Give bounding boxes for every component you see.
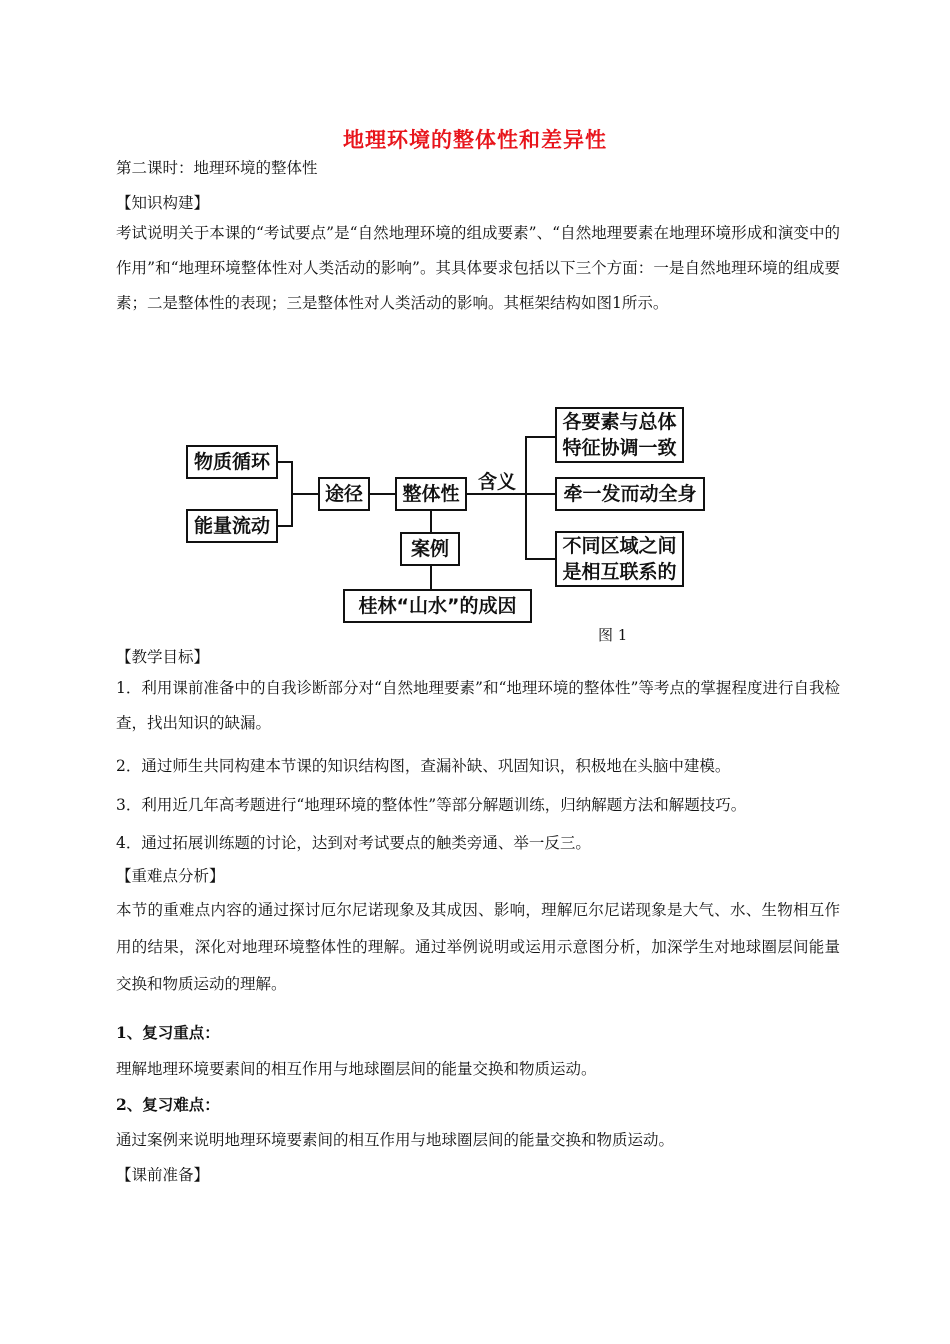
section-knowledge-heading: 【知识构建】	[116, 194, 210, 212]
goal-item: 3．利用近几年高考题进行“地理环境的整体性”等部分解题训练，归纳解题方法和解题技巧。	[116, 796, 747, 814]
meaning-regions-line1: 不同区域之间	[562, 535, 677, 557]
case-box: 案例	[400, 532, 460, 566]
connector-line	[278, 525, 292, 527]
review-key-heading: 1、复习重点：	[116, 1023, 220, 1042]
section-goals-heading: 【教学目标】	[116, 648, 210, 666]
connector-line	[370, 493, 396, 495]
meaning-label: 含义	[478, 471, 517, 493]
connector-line	[430, 566, 432, 590]
connector-line	[525, 436, 527, 559]
guilin-case-box: 桂林“山水”的成因	[343, 589, 532, 623]
meaning-regions-line2: 是相互联系的	[562, 561, 677, 583]
connector-line	[525, 493, 556, 495]
meaning-coordination-box	[555, 407, 684, 463]
lesson-subtitle: 第二课时：地理环境的整体性	[116, 159, 318, 177]
review-hard-text: 通过案例来说明地理环境要素间的相互作用与地球圈层间的能量交换和物质运动。	[116, 1131, 675, 1149]
connector-line	[430, 511, 432, 533]
section-prep-heading: 【课前准备】	[116, 1166, 210, 1184]
material-cycle-box: 物质循环	[186, 445, 278, 479]
document-title: 地理环境的整体性和差异性	[343, 127, 607, 152]
pathway-box: 途径	[318, 477, 370, 511]
energy-flow-box: 能量流动	[186, 509, 278, 543]
goal-item: 4．通过拓展训练题的讨论，达到对考试要点的触类旁通、举一反三。	[116, 834, 591, 852]
integrity-box: 整体性	[395, 477, 467, 511]
meaning-coordination-line1: 各要素与总体	[562, 411, 677, 433]
intro-paragraph: 考试说明关于本课的“考试要点”是“自然地理环境的组成要素”、“自然地理要素在地理环境形成和演变中的作用”和“地理环境整体性对人类活动的影响”。其具体要求包括以下三个方面：一是自然地理环境的组成要素；二是整体性的表现；三是整体性对人类活动的影响。其框架结构如图1所示。	[116, 224, 840, 312]
connector-line	[278, 461, 292, 463]
analysis-paragraph: 本节的重难点内容的通过探讨厄尔尼诺现象及其成因、影响，理解厄尔尼诺现象是大气、水、生物相互作用的结果，深化对地理环境整体性的理解。通过举例说明或运用示意图分析，加深学生对地球圈层间能量交换和物质运动的理解。	[116, 901, 840, 993]
review-hard-heading: 2、复习难点：	[116, 1095, 220, 1114]
connector-line	[525, 436, 556, 438]
connector-line	[525, 558, 556, 560]
section-keypoints-heading: 【重难点分析】	[116, 867, 225, 885]
meaning-chain-box: 牵一发而动全身	[555, 477, 705, 511]
goal-item: 1．利用课前准备中的自我诊断部分对“自然地理要素”和“地理环境的整体性”等考点的掌握程度进行自我检查，找出知识的缺漏。	[116, 679, 840, 732]
connector-line	[291, 493, 319, 495]
review-key-text: 理解地理环境要素间的相互作用与地球圈层间的能量交换和物质运动。	[116, 1060, 597, 1078]
figure-caption: 图 1	[598, 626, 628, 644]
meaning-regions-box	[555, 531, 684, 587]
meaning-coordination-line2: 特征协调一致	[562, 437, 677, 459]
goal-item: 2．通过师生共同构建本节课的知识结构图，查漏补缺、巩固知识，积极地在头脑中建模。	[116, 757, 731, 775]
